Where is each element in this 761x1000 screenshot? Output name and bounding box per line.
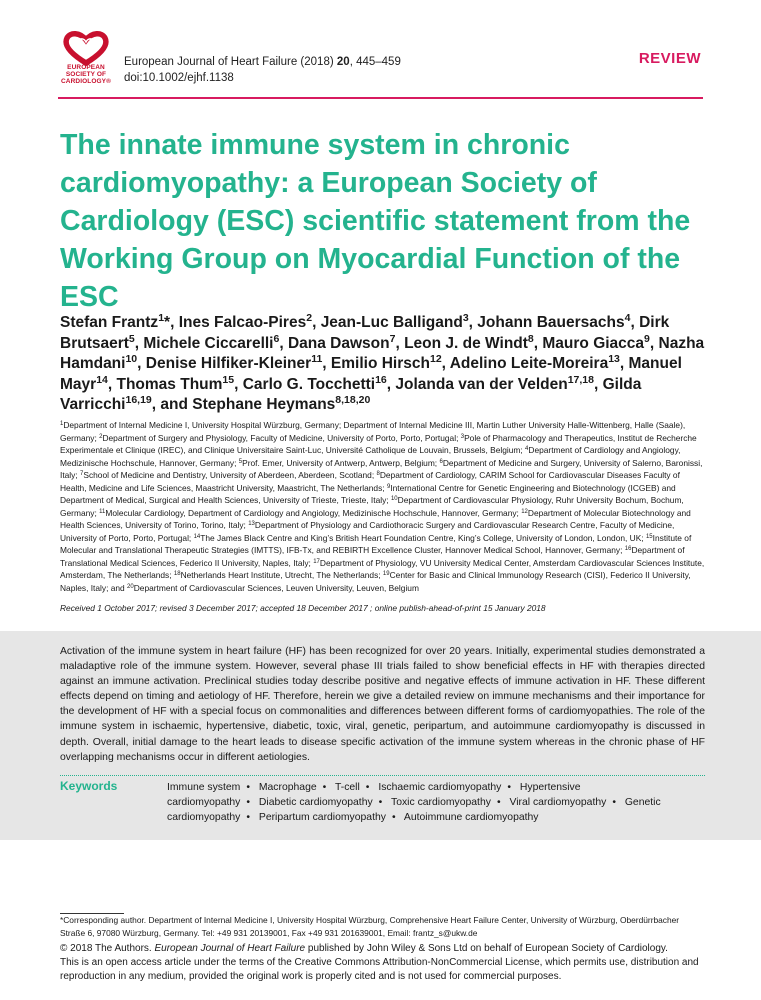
- affiliation-text: International Centre for Genetic Engineering and Biotechnology (ICGEB) and Department of Medical, Surgical and Health Sciences, University of Trieste, Trieste, Italy;: [60, 482, 676, 505]
- author-affiliation-ref: 4: [624, 312, 631, 324]
- header-rule: [58, 97, 703, 99]
- keyword: Viral cardiomyopathy: [509, 797, 607, 808]
- license-text: This is an open access article under the terms of the Creative Commons Attribution-NonCommercial License, which permits use, distribution and reproduction in any medium, provided the original work is properly cited and is not used for commercial purposes.: [60, 957, 699, 983]
- affiliation-number: 13: [248, 521, 255, 527]
- affiliation-number: 18: [173, 571, 181, 577]
- author-affiliation-ref: 16: [375, 373, 387, 386]
- author-affiliation-ref: 2: [306, 312, 313, 324]
- affiliation-number: 15: [645, 533, 653, 540]
- keyword: Macrophage: [258, 782, 317, 793]
- author-name: Nazha Hamdani$^{10}$: [60, 334, 705, 373]
- author-name: Jean-Luc Balligand$^3$: [320, 312, 469, 331]
- author-affiliation-ref: 11: [311, 353, 323, 366]
- article-title: The innate immune system in chronic cardiomyopathy: a European Society of Cardiology (ESC) scientific statement from the Working Group on Myocardial Function of the ESC: [60, 129, 691, 313]
- author-affiliation-ref: 1: [158, 312, 165, 324]
- keyword-separator: •: [507, 782, 511, 793]
- affiliation-text: Department of Physiology and Cardiothoracic Surgery and Cardiovascular Research Centre, Faculty of Medicine, University of Porto, Porto, Portugal;: [60, 520, 675, 543]
- affiliation-number: 12: [521, 508, 528, 515]
- keyword-separator: •: [246, 797, 250, 808]
- keywords-list: [167, 780, 672, 825]
- journal-name: European Journal of Heart Failure (2018): [124, 56, 334, 68]
- keyword: Peripartum cardiomyopathy: [258, 812, 386, 823]
- esc-heart-logo-icon: [58, 30, 114, 66]
- affiliation-text: Center for Basic and Clinical Immunology Research (CISI), Federico II University, Naples, Italy; and: [60, 570, 691, 593]
- affiliation-text: The James Black Centre and King’s British Heart Foundation Centre, King’s College, University of London, London, UK;: [200, 532, 644, 543]
- keyword-separator: •: [246, 812, 250, 823]
- author-affiliation-ref: 10: [125, 353, 138, 366]
- author-affiliation-ref: 6: [273, 332, 280, 345]
- author-name: and Stephane Heymans$^{8,18,20}$: [160, 394, 371, 414]
- author-name: Thomas Thum$^{15}$: [116, 373, 235, 393]
- affiliation-text: Department of Cardiology and Angiology, Medizinische Hochschule, Hannover, Germany;: [60, 445, 681, 468]
- corresponding-author-note: *Corresponding author. Department of Internal Medicine I, University Hospital Würzburg, Comprehensive Heart Failure Center, University of Würzburg, Oberdürrbacher Straße 6, 97080 Würzburg, Germany. Tel: +49 931 20139001, Fax +49 931 201639001, Email: frantz_s@ukw.de: [60, 915, 680, 938]
- keyword-separator: •: [365, 782, 370, 793]
- affiliation-number: 20: [127, 583, 134, 590]
- author-name: Carlo G. Tocchetti$^{16}$: [242, 373, 387, 393]
- author-name: Manuel Mayr$^{14}$: [60, 355, 682, 393]
- affiliation-number: 4: [525, 446, 529, 452]
- affiliation-number: 11: [99, 508, 106, 515]
- author-affiliation-ref: 5: [128, 332, 135, 345]
- esc-logo: [58, 30, 114, 94]
- keyword-separator: •: [246, 782, 250, 793]
- affiliation-number: 8: [376, 471, 380, 477]
- affiliation-number: 7: [80, 471, 84, 477]
- author-affiliation-ref: 3: [462, 312, 469, 324]
- keyword-separator: •: [612, 797, 616, 808]
- author-name: Ines Falcao-Pires$^2$: [178, 312, 313, 331]
- affiliation-number: 10: [390, 496, 398, 502]
- keyword-separator: •: [496, 797, 501, 808]
- journal-citation: [124, 54, 401, 86]
- affiliation-text: Prof. Emer, University of Antwerp, Antwerp, Belgium;: [242, 457, 438, 468]
- logo-line-3: CARDIOLOGY®: [61, 78, 111, 85]
- copyright-journal: European Journal of Heart Failure: [154, 943, 306, 954]
- author-name: Dana Dawson$^7$: [287, 332, 396, 352]
- affiliation-number: 19: [382, 571, 390, 577]
- keyword: Genetic cardiomyopathy: [167, 797, 661, 823]
- author-affiliation-ref: 8,18,20: [335, 394, 371, 407]
- affiliation-text: Institute of Molecular and Translational Therapeutic Strategies (IMTTS), IFB-Tx, and REBIRTH Excellence Cluster, Hannover Medical School, Hannover, Germany;: [60, 532, 692, 555]
- keyword: Immune system: [167, 782, 241, 793]
- journal-volume: 20: [336, 56, 350, 68]
- affiliation-text: School of Medicine and Dentistry, University of Aberdeen, Aberdeen, Scotland;: [83, 470, 375, 480]
- affiliation-number: 5: [238, 458, 243, 465]
- affiliation-number: 3: [460, 433, 465, 440]
- affiliation-number: 1: [60, 421, 64, 427]
- affiliation-text: Department of Medicine and Surgery, University of Salerno, Baronissi, Italy;: [60, 457, 703, 480]
- received-dates: Received 1 October 2017; revised 3 December 2017; accepted 18 December 2017 ; online publish-ahead-of-print 15 January 2018: [60, 603, 546, 613]
- author-name: Stefan Frantz$^1$*: [60, 312, 171, 331]
- author-name: Emilio Hirsch$^{12}$: [330, 353, 442, 373]
- affiliation-text: Department of Physiology, VU University Medical Center, Amsterdam Cardiovascular Sciences Institute, Amsterdam, The Netherlands;: [60, 557, 705, 580]
- keyword: Ischaemic cardiomyopathy: [378, 782, 502, 793]
- article-type-label: REVIEW: [638, 50, 701, 67]
- copyright-notice: [60, 942, 705, 985]
- copyright-prefix: © 2018 The Authors.: [60, 943, 155, 954]
- author-name: Michele Ciccarelli$^6$: [143, 332, 280, 352]
- author-name: Leon J. de Windt$^8$: [404, 332, 534, 352]
- keyword-separator: •: [378, 797, 383, 808]
- affiliation-text: Department of Molecular Biotechnology and Health Sciences, University of Torino, Torino, Italy;: [60, 507, 691, 530]
- affiliation-number: 16: [624, 546, 632, 552]
- keywords-label: Keywords: [60, 779, 118, 793]
- keyword: Hypertensive cardiomyopathy: [167, 782, 581, 808]
- affiliation-text: Department of Translational Medical Sciences, Federico II University, Naples, Italy;: [60, 545, 685, 568]
- author-affiliation-ref: 12: [429, 353, 442, 366]
- affiliation-text: Department of Surgery and Physiology, Faculty of Medicine, University of Porto, Porto, Portugal;: [102, 432, 459, 443]
- affiliation-text: Department of Cardiovascular Sciences, Leuven University, Leuven, Belgium: [133, 582, 419, 593]
- author-affiliation-ref: 16,19: [125, 394, 152, 407]
- keyword: T-cell: [334, 782, 360, 793]
- affiliation-text: Pole of Pharmacology and Therapeutics, Institut de Recherche Experimentale et Clinique (IREC), and Clinique Universitaire Saint-Luc, Université Catholique de Louvain, Brussels, Belgium;: [60, 432, 697, 455]
- logo-line-2: SOCIETY OF: [65, 71, 107, 78]
- author-name: Adelino Leite-Moreira$^{13}$: [449, 353, 620, 373]
- author-name: Denise Hilfiker-Kleiner$^{11}$: [145, 353, 323, 373]
- keywords-divider: [60, 775, 705, 776]
- keyword: Toxic cardiomyopathy: [391, 797, 491, 808]
- author-affiliation-ref: 13: [608, 353, 620, 366]
- author-affiliation-ref: 17,18: [567, 373, 594, 386]
- author-name: Gilda Varricchi$^{16,19}$: [60, 375, 642, 414]
- author-name: Mauro Giacca$^9$: [542, 332, 650, 352]
- affiliation-text: Department of Internal Medicine I, University Hospital Würzburg, Germany; Department of Internal Medicine III, Martin Luther University Halle-Wittenberg, Halle (Saale), Germany;: [60, 420, 686, 443]
- affiliation-number: 6: [439, 458, 443, 465]
- author-affiliation-ref: 14: [96, 373, 108, 386]
- author-affiliation-ref: 15: [222, 373, 235, 386]
- doi[interactable]: doi:10.1002/ejhf.1138: [124, 72, 234, 84]
- affiliation-number: 14: [193, 533, 201, 540]
- keyword: Diabetic cardiomyopathy: [258, 797, 373, 808]
- author-name: Jolanda van der Velden$^{17,18}$: [395, 373, 594, 393]
- journal-pages: , 445–459: [349, 56, 401, 68]
- keyword: Autoimmune cardiomyopathy: [403, 812, 539, 823]
- affiliation-number: 17: [313, 558, 320, 565]
- affiliation-text: Molecular Cardiology, Department of Cardiology and Angiology, Medizinische Hochschule, Hannover, Germany;: [105, 507, 519, 518]
- author-affiliation-ref: 8: [527, 332, 534, 345]
- keyword-separator: •: [391, 812, 396, 823]
- author-affiliation-ref: 9: [644, 332, 650, 345]
- author-name: Johann Bauersachs$^4$: [477, 312, 631, 331]
- affiliation-text: Netherlands Heart Institute, Utrecht, The Netherlands;: [180, 570, 381, 580]
- logo-line-1: EUROPEAN: [67, 64, 105, 71]
- keyword-separator: •: [322, 782, 327, 793]
- affiliation-number: 9: [386, 483, 391, 490]
- author-list: Stefan Frantz$^1$*, Ines Falcao-Pires$^2$, Jean-Luc Balligand$^3$, Johann Bauersachs$^4$, Dirk Brutsaert$^5$, Michele Ciccarelli$^6$, Dana Dawson$^7$, Leon J. de Windt$^8$, Mauro Giacca$^9$, Nazha Hamdani$^{10}$, Denise Hilfiker-Kleiner$^{11}$, Emilio Hirsch$^{12}$, Adelino Leite-Moreira$^{13}$, Manuel Mayr$^{14}$, Thomas Thum$^{15}$, Carlo G. Tocchetti$^{16}$, Jolanda van der Velden$^{17,18}$, Gilda Varricchi$^{16,19}$, and Stephane Heymans$^{8,18,20}$: [60, 312, 705, 414]
- affiliation-text: Department of Cardiology, CARIM School for Cardiovascular Diseases Faculty of Health, Medicine and Life Sciences, Maastricht University, Maastricht, The Netherlands;: [60, 470, 680, 493]
- author-affiliation-ref: 7: [389, 332, 396, 345]
- abstract-text: Activation of the immune system in heart failure (HF) has been recognized for over 20 years. Initially, experimental studies demonstrated a maladaptive role of the immune system. However, several phase III trials failed to show beneficial effects in HF with therapies directed against an immune activation. Preclinical studies today describe positive and negative effects of immune activation in HF. These different effects depend on timing and aetiology of HF. Therefore, herein we give a detailed review on immune mechanisms and their importance for the development of HF with a special focus on commonalities and differences between different forms of cardiomyopathies. The role of the immune system in ischaemic, hypertensive, diabetic, toxic, viral, genetic, peripartum, and autoimmune cardiomyopathy is discussed in depth. Overall, initial damage to the heart leads to disease specific activation of the immune system whereas in the chronic phase of HF overlapping mechanisms occur in different aetiologies.: [60, 646, 705, 763]
- copyright-rest: published by John Wiley & Sons Ltd on behalf of European Society of Cardiology.: [305, 943, 668, 954]
- affiliation-text: Department of Cardiovascular Physiology, Ruhr University Bochum, Bochum, Germany;: [60, 495, 684, 518]
- affiliation-number: 2: [99, 433, 103, 440]
- author-name: Dirk Brutsaert$^5$: [60, 314, 670, 352]
- affiliations: [60, 419, 705, 594]
